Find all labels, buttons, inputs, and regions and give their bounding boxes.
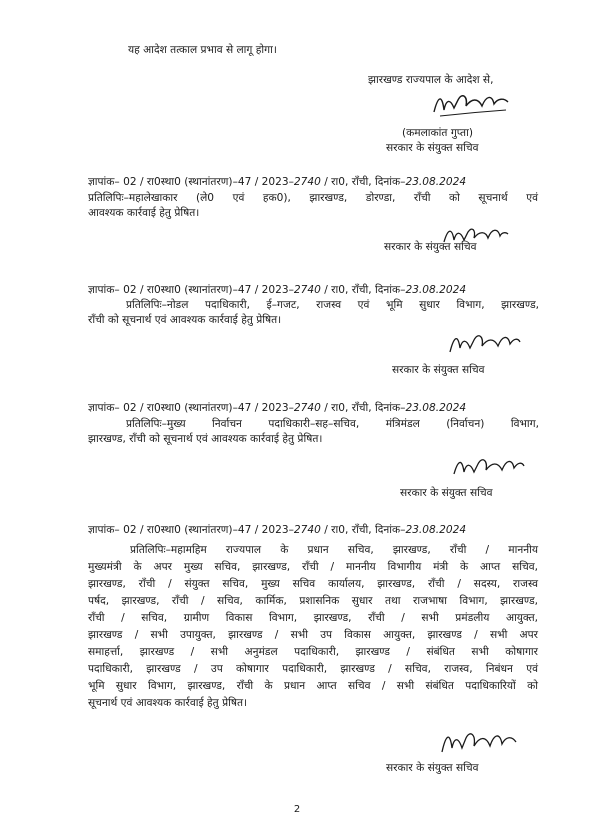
memo-reference: ज्ञापांक– 02 / रा0स्था0 (स्थानांतरण)–47 / 2023–2740 / रा0, राँची, दिनांक–23.08.2024 — [88, 402, 467, 414]
copy-text-line: झारखण्ड, राँची / संयुक्त सचिव, मुख्य सचिव कार्यालय, झारखण्ड, राँची / सदस्य, राजस्व — [88, 578, 538, 590]
copy-text-line: आवश्यक कार्रवाई हेतु प्रेषित। — [88, 207, 200, 219]
copy-designation: सरकार के संयुक्त सचिव — [392, 364, 485, 376]
copy-text-line: भूमि सुधार विभाग, झारखण्ड, राँची के प्रधान आप्त सचिव / सभी संबंधित पदाधिकारियों को — [88, 680, 538, 692]
copy-designation: सरकार के संयुक्त सचिव — [400, 487, 493, 499]
memo-reference: ज्ञापांक– 02 / रा0स्था0 (स्थानांतरण)–47 / 2023–2740 / रा0, राँची, दिनांक–23.08.2024 — [88, 176, 467, 188]
memo-reference: ज्ञापांक– 02 / रा0स्था0 (स्थानांतरण)–47 / 2023–2740 / रा0, राँची, दिनांक–23.08.2024 — [88, 284, 467, 296]
signatory-designation: सरकार के संयुक्त सचिव — [386, 142, 479, 154]
copy-text-line: झारखण्ड, राँची को सूचनार्थ एवं आवश्यक कार्रवाई हेतु प्रेषित। — [88, 433, 323, 445]
copy-designation: सरकार के संयुक्त सचिव — [384, 241, 477, 253]
copy-text-line: समाहर्त्ता, झारखण्ड / सभी अनुमंडल पदाधिकारी, झारखण्ड / संबंधित सभी कोषागार — [88, 646, 538, 658]
copy-text-line: पदाधिकारी, झारखण्ड / उप कोषागार पदाधिकारी, झारखण्ड / सचिव, राजस्व, निबंधन एवं — [88, 663, 538, 675]
copy-text-line: सूचनार्थ एवं आवश्यक कार्रवाई हेतु प्रेषित। — [88, 697, 248, 709]
copy-text-line: प्रतिलिपिः–नोडल पदाधिकारी, ई–गजट, राजस्व एवं भूमि सुधार विभाग, झारखण्ड, — [126, 299, 539, 311]
copy-designation: सरकार के संयुक्त सचिव — [386, 762, 479, 774]
copy-text-line: प्रतिलिपिः–महामहिम राज्यपाल के प्रधान सचिव, झारखण्ड, राँची / माननीय — [130, 544, 538, 556]
handwritten-signature-icon — [446, 328, 522, 360]
intro-text: यह आदेश तत्काल प्रभाव से लागू होगा। — [128, 44, 277, 56]
handwritten-signature-icon — [438, 726, 518, 760]
handwritten-signature-icon — [450, 452, 526, 482]
signatory-name: (कमलाकांत गुप्ता) — [402, 127, 473, 139]
copy-text-line: मुख्यमंत्री के अपर मुख्य सचिव, झारखण्ड, राँची / माननीय विभागीय मंत्री के आप्त सचिव, — [88, 561, 538, 573]
memo-reference: ज्ञापांक– 02 / रा0स्था0 (स्थानांतरण)–47 / 2023–2740 / रा0, राँची, दिनांक–23.08.2024 — [88, 524, 467, 536]
copy-text-line: राँची / सचिव, ग्रामीण विकास विभाग, झारखण्ड, राँची / सभी प्रमंडलीय आयुक्त, — [88, 612, 538, 624]
copy-text-line: प्रतिलिपिः–महालेखाकार (ले0 एवं हक0), झारखण्ड, डोरण्डा, राँची को सूचनार्थ एवं — [88, 192, 538, 204]
by-order-text: झारखण्ड राज्यपाल के आदेश से, — [368, 74, 494, 86]
page-number: 2 — [293, 804, 301, 815]
handwritten-signature-icon — [428, 88, 516, 120]
copy-text-line: राँची को सूचनार्थ एवं आवश्यक कार्रवाई हेतु प्रेषित। — [88, 314, 282, 326]
copy-text-line: झारखण्ड / सभी उपायुक्त, झारखण्ड / सभी उप विकास आयुक्त, झारखण्ड / सभी अपर — [88, 629, 538, 641]
copy-text-line: पर्षद, झारखण्ड, राँची / सचिव, कार्मिक, प्रशासनिक सुधार तथा राजभाषा विभाग, झारखण्ड, — [88, 595, 538, 607]
copy-text-line: प्रतिलिपिः–मुख्य निर्वाचन पदाधिकारी–सह–सचिव, मंत्रिमंडल (निर्वाचन) विभाग, — [126, 418, 539, 430]
